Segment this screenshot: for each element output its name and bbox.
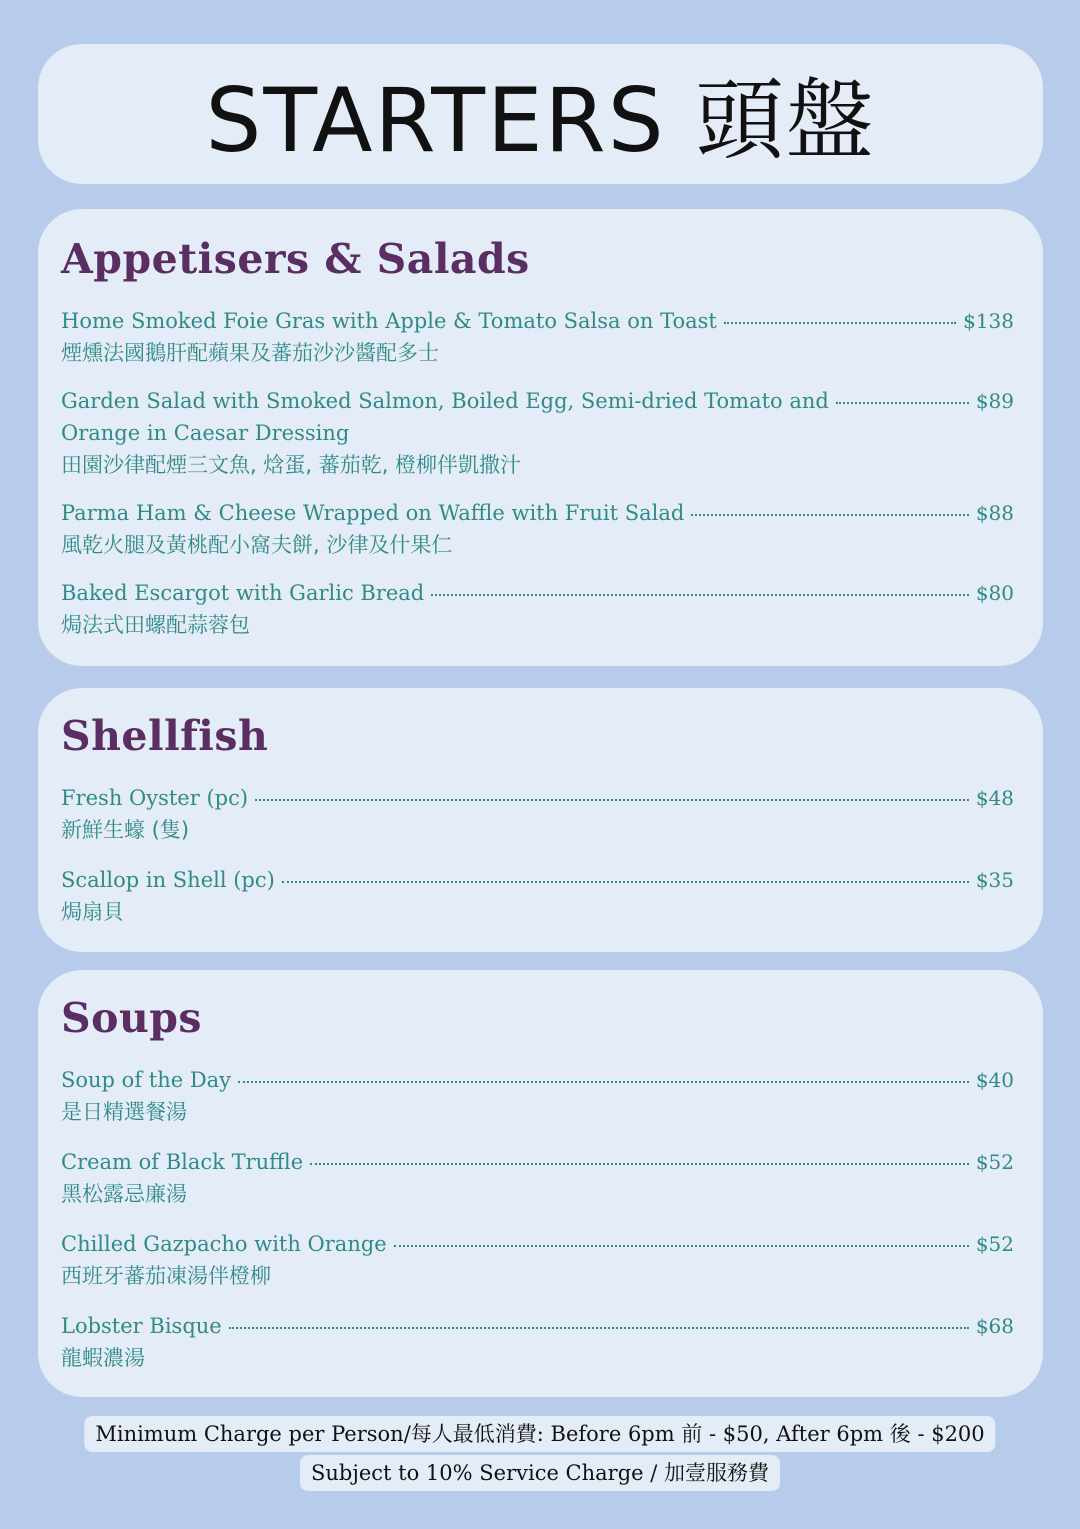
item-price: $48 [975, 786, 1014, 810]
dot-leader [724, 322, 956, 324]
item-name-zh: 龍蝦濃湯 [61, 1346, 145, 1370]
item-name-en: Scallop in Shell (pc) [61, 868, 275, 892]
item-name-en: Lobster Bisque [61, 1314, 222, 1338]
item-name-zh: 西班牙蕃茄凍湯伴橙柳 [61, 1264, 271, 1288]
item-price: $89 [975, 389, 1014, 413]
item-price: $52 [975, 1232, 1014, 1256]
item-price: $80 [975, 581, 1014, 605]
menu-item [61, 1146, 1014, 1210]
item-name-en: Cream of Black Truffle [61, 1150, 304, 1174]
menu-item [61, 1310, 1014, 1374]
menu-item [61, 577, 1014, 641]
section-soups [38, 970, 1043, 1397]
item-name-zh: 是日精選餐湯 [61, 1100, 187, 1124]
dot-leader [431, 594, 969, 596]
item-name-en: Garden Salad with Smoked Salmon, Boiled Egg, Semi-dried Tomato and [61, 389, 829, 413]
menu-item [61, 1228, 1014, 1292]
dot-leader [238, 1081, 969, 1083]
menu-item [61, 497, 1014, 561]
dot-leader [229, 1327, 969, 1329]
item-price: $88 [975, 501, 1014, 525]
item-name-en: Fresh Oyster (pc) [61, 786, 249, 810]
section-title: Shellfish [61, 712, 269, 760]
item-name-en: Home Smoked Foie Gras with Apple & Tomato Salsa on Toast [61, 309, 717, 333]
item-name-zh: 焗扇貝 [61, 900, 124, 924]
item-name-en: Soup of the Day [61, 1068, 232, 1092]
title-card [38, 44, 1043, 184]
item-price: $40 [975, 1068, 1014, 1092]
service-charge-note: Subject to 10% Service Charge / 加壹服務費 [300, 1455, 780, 1491]
section-title: Soups [61, 994, 203, 1042]
item-name-zh: 焗法式田螺配蒜蓉包 [61, 613, 250, 637]
item-price: $52 [975, 1150, 1014, 1174]
dot-leader [282, 881, 969, 883]
section-shellfish [38, 688, 1043, 952]
item-name-en: Parma Ham & Cheese Wrapped on Waffle with Fruit Salad [61, 501, 685, 525]
minimum-charge-note: Minimum Charge per Person/每人最低消費: Before 6pm 前 - $50, After 6pm 後 - $200 [84, 1416, 995, 1452]
item-price: $68 [975, 1314, 1014, 1338]
item-name-en: Baked Escargot with Garlic Bread [61, 581, 425, 605]
section-title: Appetisers & Salads [61, 235, 530, 283]
dot-leader [394, 1245, 969, 1247]
item-name-zh: 田園沙律配煙三文魚, 焓蛋, 蕃茄乾, 橙柳伴凱撒汁 [61, 453, 522, 477]
item-name-zh: 煙燻法國鵝肝配蘋果及蕃茄沙沙醬配多士 [61, 341, 439, 365]
item-price: $35 [975, 868, 1014, 892]
menu-item [61, 782, 1014, 846]
dot-leader [310, 1163, 969, 1165]
item-name-en: Chilled Gazpacho with Orange [61, 1232, 387, 1256]
item-price: $138 [963, 309, 1014, 333]
dot-leader [691, 514, 968, 516]
section-appetisers-salads [38, 209, 1043, 666]
menu-item [61, 305, 1014, 369]
item-name-zh: 黑松露忌廉湯 [61, 1182, 187, 1206]
item-name-zh: 新鮮生蠔 (隻) [61, 818, 190, 842]
dot-leader [255, 799, 969, 801]
item-name-zh: 風乾火腿及黃桃配小窩夫餅, 沙律及什果仁 [61, 533, 453, 557]
menu-item [61, 864, 1014, 928]
menu-item [61, 1064, 1014, 1128]
item-name-en-continued: Orange in Caesar Dressing [61, 421, 350, 445]
page-title: STARTERS 頭盤 [205, 69, 876, 172]
dot-leader [836, 402, 969, 404]
menu-item [61, 385, 1014, 481]
